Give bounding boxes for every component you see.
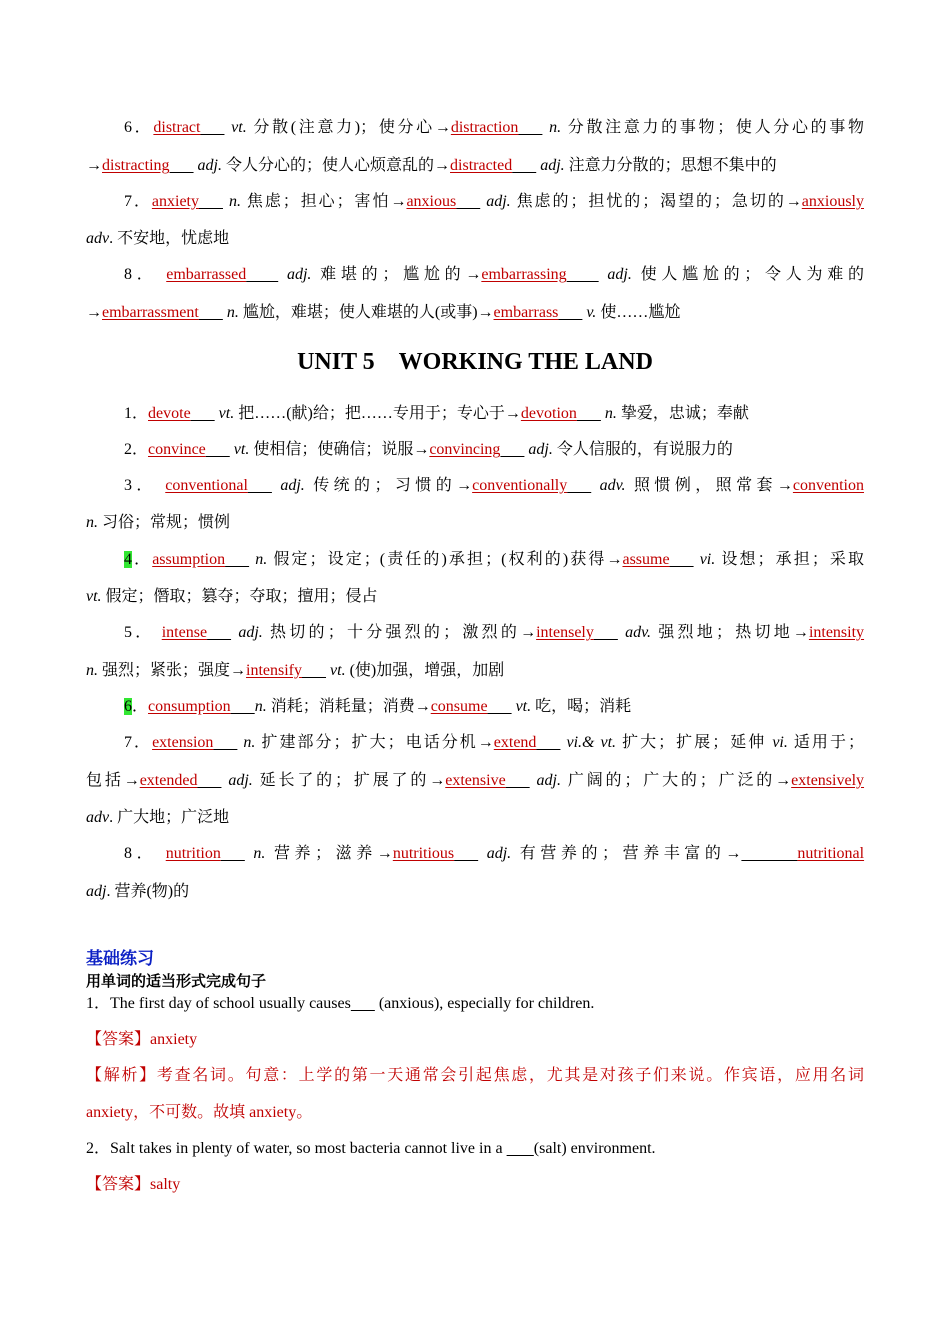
section-subtitle: 用单词的适当形式完成句子 bbox=[86, 972, 267, 990]
section-title: 基础练习 bbox=[86, 949, 154, 969]
unit5-item-7-line-1: 7．extension n. 扩建部分；扩大；电话分机→extend vi.& vt. 扩大；扩展；延伸 vi. 适用于； bbox=[124, 734, 864, 751]
unit5-item-7-line-3: adv. 广大地；广泛地 bbox=[86, 809, 230, 826]
vocab-item-8-line-2: →embarrassment n. 尴尬，难堪；使人难堪的人(或事)→embarrass v. 使……尴尬 bbox=[86, 304, 681, 321]
unit5-item-2: 2．convince vt. 使相信；使确信；说服→convincing adj. 令人信服的，有说服力的 bbox=[124, 441, 733, 458]
exercise-1-question: 1．The first day of school usually causes (anxious), especially for children. bbox=[86, 995, 595, 1012]
highlight-marker: 6 bbox=[124, 698, 132, 715]
vocab-item-6-line-1: 6．distract vt. 分散(注意力)；使分心→distraction n. 分散注意力的事物；使人分心的事物 bbox=[124, 119, 864, 136]
exercise-2-answer: 【答案】salty bbox=[86, 1176, 181, 1193]
exercise-1-explanation-line-2: anxiety，不可数。故填 anxiety。 bbox=[86, 1104, 313, 1121]
vocab-item-6-line-2: →distracting adj. 令人分心的；使人心烦意乱的→distracted adj. 注意力分散的；思想不集中的 bbox=[86, 157, 777, 174]
unit5-item-8-line-1: 8． nutrition n. 营养；滋养→nutritious adj. 有营养的；营养丰富的→ nutritional bbox=[124, 845, 865, 862]
vocab-item-7-line-2: adv. 不安地，忧虑地 bbox=[86, 230, 230, 247]
unit5-item-4-line-1: 4．assumption n. 假定；设定；(责任的)承担；(权利的)获得→assume vi. 设想；承担；采取 bbox=[124, 551, 865, 568]
exercise-1-explanation-line-1: 【解析】考查名词。句意：上学的第一天通常会引起焦虑，尤其是对孩子们来说。作宾语，应用名词 bbox=[86, 1067, 864, 1084]
unit5-item-8-line-2: adj. 营养(物)的 bbox=[86, 883, 190, 900]
vocab-item-7-line-1: 7．anxiety n. 焦虑；担心；害怕→anxious adj. 焦虑的；担忧的；渴望的；急切的→anxiously bbox=[124, 193, 864, 210]
unit5-item-6: 6．consumption n. 消耗；消耗量；消费→consume vt. 吃，喝；消耗 bbox=[124, 698, 632, 715]
unit5-item-7-line-2: 包括→extended adj. 延长了的；扩展了的→extensive adj. 广阔的；广大的；广泛的→extensively bbox=[86, 772, 865, 789]
unit5-item-5-line-2: n. 强烈；紧张；强度→intensify vt. (使)加强，增强，加剧 bbox=[86, 662, 505, 679]
vocab-item-8-line-1: 8． embarrassed adj. 难堪的；尴尬的→embarrassing adj. 使人尴尬的；令人为难的 bbox=[124, 266, 865, 283]
highlight-marker: 4 bbox=[124, 551, 132, 568]
unit5-item-3-line-2: n. 习俗；常规；惯例 bbox=[86, 514, 231, 531]
unit5-item-4-line-2: vt. 假定；僭取；篡夺；夺取；擅用；侵占 bbox=[86, 588, 378, 605]
unit5-item-3-line-1: 3． conventional adj. 传统的；习惯的→conventionally adv. 照惯例，照常套→convention bbox=[124, 477, 864, 494]
unit-title: UNIT 5 WORKING THE LAND bbox=[297, 349, 653, 375]
unit5-item-5-line-1: 5． intense adj. 热切的；十分强烈的；激烈的→intensely adv. 强烈地；热切地→intensity bbox=[124, 624, 865, 641]
exercise-1-answer: 【答案】anxiety bbox=[86, 1031, 198, 1048]
unit5-item-1: 1．devote vt. 把……(献)给；把……专用于；专心于→devotion n. 挚爱，忠诚；奉献 bbox=[124, 405, 749, 422]
exercise-2-question: 2．Salt takes in plenty of water, so most bacteria cannot live in a (salt) environment. bbox=[86, 1140, 656, 1157]
